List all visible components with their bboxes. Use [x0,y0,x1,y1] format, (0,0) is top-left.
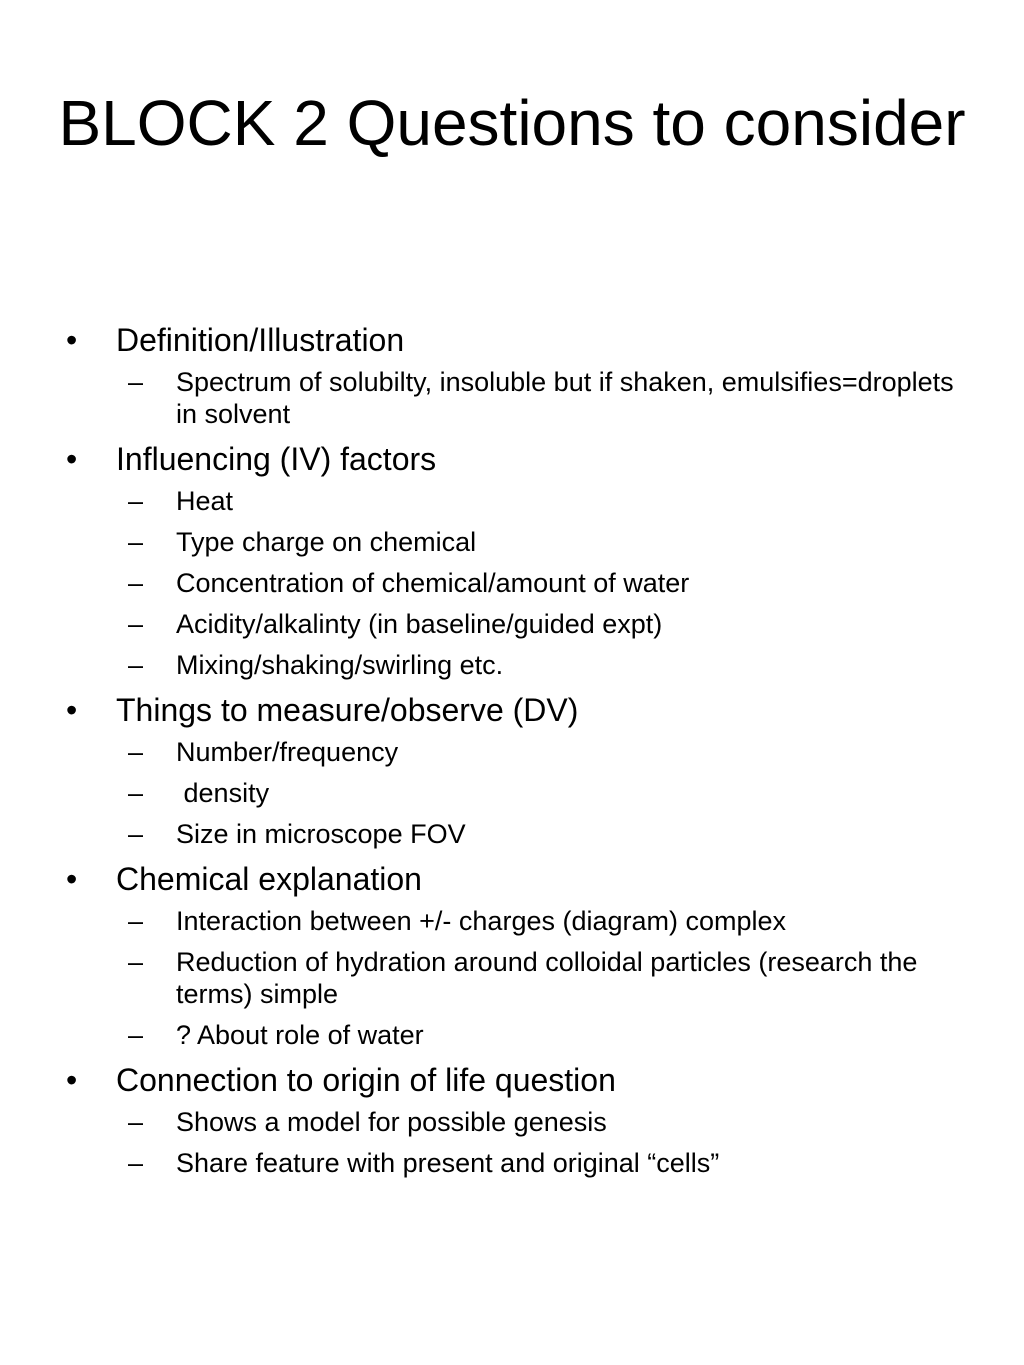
bullet-text: Definition/Illustration [116,322,405,358]
sub-item-text: Interaction between +/- charges (diagram) complex [176,906,787,936]
sub-item-text: Spectrum of solubilty, insoluble but if shaken, emulsifies=droplets in solvent [176,367,962,429]
dash-marker-icon: – [128,1020,144,1050]
bullet-item [60,320,980,360]
bullet-item [60,690,980,730]
bullet-marker-icon: • [66,861,78,897]
sub-item [60,1106,980,1138]
bullet-group [60,859,980,1051]
sub-item-text: Number/frequency [176,737,399,767]
dash-marker-icon: – [128,367,144,397]
bullet-text: Chemical explanation [116,861,422,897]
bullet-group [60,320,980,430]
sub-item [60,366,980,430]
bullet-item [60,439,980,479]
sub-item [60,526,980,558]
dash-marker-icon: – [128,568,144,598]
sub-item [60,777,980,809]
dash-marker-icon: – [128,1107,144,1137]
sub-item-text: Heat [176,486,234,516]
sub-list [60,1106,980,1179]
sub-item [60,567,980,599]
sub-item [60,608,980,640]
dash-marker-icon: – [128,609,144,639]
dash-marker-icon: – [128,778,144,808]
sub-item [60,1147,980,1179]
sub-item [60,485,980,517]
sub-item-text: Mixing/shaking/swirling etc. [176,650,504,680]
sub-item-text: ? About role of water [176,1020,424,1050]
dash-marker-icon: – [128,819,144,849]
sub-item-text: Acidity/alkalinty (in baseline/guided expt) [176,609,663,639]
sub-list [60,366,980,430]
sub-item-text: Concentration of chemical/amount of water [176,568,690,598]
sub-item [60,818,980,850]
sub-item [60,649,980,681]
sub-item-text: Reduction of hydration around colloidal particles (research the terms) simple [176,947,925,1009]
bullet-text: Things to measure/observe (DV) [116,692,579,728]
sub-item-text: Size in microscope FOV [176,819,466,849]
dash-marker-icon: – [128,527,144,557]
bullet-text: Influencing (IV) factors [116,441,437,477]
bullet-item [60,859,980,899]
bullet-group [60,690,980,850]
sub-item [60,1019,980,1051]
dash-marker-icon: – [128,947,144,977]
dash-marker-icon: – [128,1148,144,1178]
slide-title: BLOCK 2 Questions to consider [58,87,966,159]
dash-marker-icon: – [128,737,144,767]
sub-item-text: Share feature with present and original “cells” [176,1148,720,1178]
bullet-marker-icon: • [66,692,78,728]
bullet-text: Connection to origin of life question [116,1062,616,1098]
bullet-group [60,439,980,681]
sub-item-text: density [176,778,270,808]
bullet-marker-icon: • [66,322,78,358]
bullet-group [60,1060,980,1179]
dash-marker-icon: – [128,906,144,936]
dash-marker-icon: – [128,486,144,516]
bullet-marker-icon: • [66,1062,78,1098]
sub-list [60,485,980,681]
bullet-item [60,1060,980,1100]
sub-item-text: Shows a model for possible genesis [176,1107,607,1137]
dash-marker-icon: – [128,650,144,680]
sub-list [60,736,980,850]
bullet-marker-icon: • [66,441,78,477]
bullet-list [60,320,980,1188]
sub-item-text: Type charge on chemical [176,527,477,557]
sub-item [60,905,980,937]
sub-list [60,905,980,1051]
sub-item [60,946,980,1010]
sub-item [60,736,980,768]
